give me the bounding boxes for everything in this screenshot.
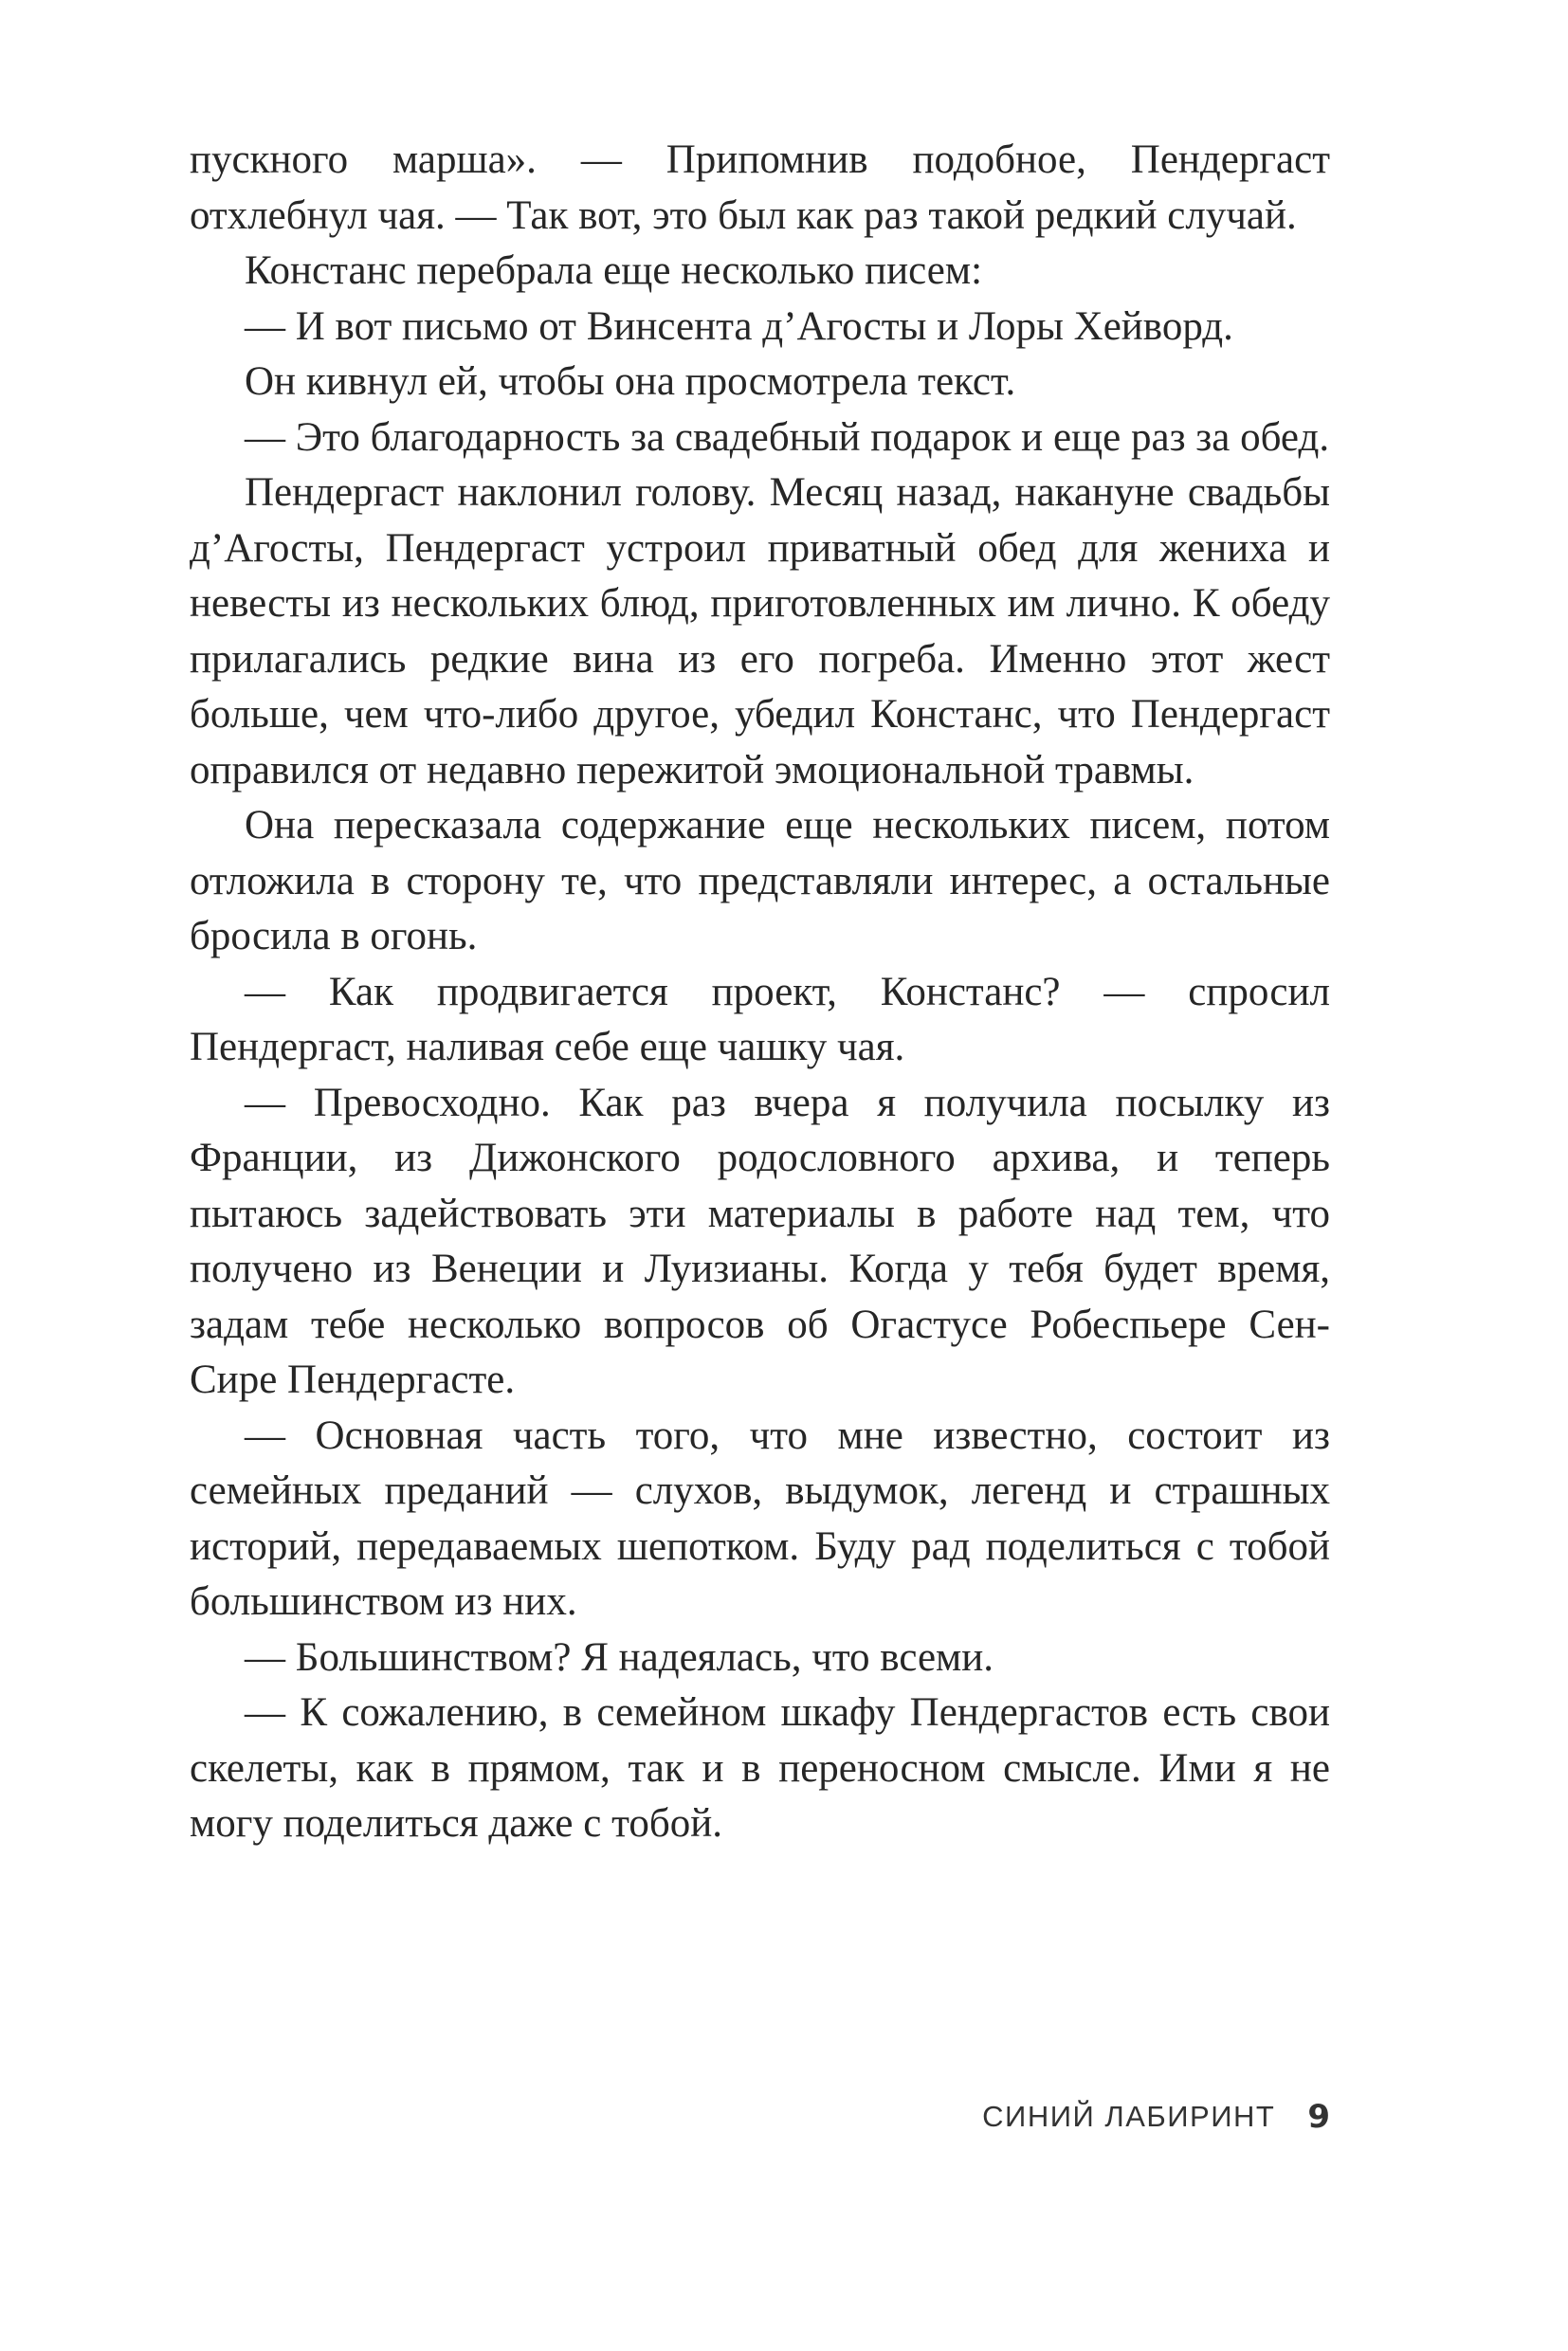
paragraph: Констанс перебрала еще несколько писем: [245, 248, 983, 293]
paragraph: — Это благодарность за свадебный подарок и еще раз за обед. [245, 414, 1330, 460]
paragraph: — Как продвигается проект, Констанс? — спросил Пендергаст, наливая себе еще чашку чая. [190, 969, 1330, 1069]
paragraph: — Превосходно. Как раз вчера я получила посылку из Франции, из Дижонского родословного архива, и теперь пытаюсь задействовать эти материалы в работе над тем, что получено из Венеции и Луизианы. Когда у тебя будет время, задам тебе несколько вопросов об Огастусе Робеспьере Сен-Сире Пендергасте. [190, 1080, 1330, 1402]
running-title: СИНИЙ ЛАБИРИНТ [982, 2100, 1276, 2133]
paragraph: — Большинством? Я надеялась, что всеми. [245, 1634, 994, 1680]
paragraph: — И вот письмо от Винсента д’Агосты и Лоры Хейворд. [245, 303, 1233, 349]
paragraph: — К сожалению, в семейном шкафу Пендергастов есть свои скелеты, как в прямом, так и в переносном смысле. Ими я не могу поделиться даже с тобой. [190, 1690, 1330, 1846]
page-number: 9 [1307, 2098, 1330, 2136]
page-footer [190, 2093, 1330, 2141]
paragraph: пускного марша». — Припомнив подобное, Пендергаст отхлебнул чая. — Так вот, это был как раз такой редкий случай. [190, 137, 1330, 238]
paragraph: Она пересказала содержание еще нескольких писем, потом отложила в сторону те, что представляли интерес, а остальные бросила в огонь. [190, 803, 1330, 958]
paragraph: Он кивнул ей, чтобы она просмотрела текст. [245, 359, 1016, 404]
paragraph: Пендергаст наклонил голову. Месяц назад, накануне свадьбы д’Агосты, Пендергаст устроил приватный обед для жениха и невесты из нескольких блюд, приготовленных им лично. К обеду прилагались редкие вина из его погреба. Именно этот жест больше, чем что-либо другое, убедил Констанс, что Пендергаст оправился от недавно пережитой эмоциональной травмы. [190, 470, 1330, 793]
body-text [190, 133, 1330, 1852]
paragraph: — Основная часть того, что мне известно, состоит из семейных преданий — слухов, выдумок, легенд и страшных историй, передаваемых шепотком. Буду рад поделиться с тобой большинством из них. [190, 1412, 1330, 1624]
